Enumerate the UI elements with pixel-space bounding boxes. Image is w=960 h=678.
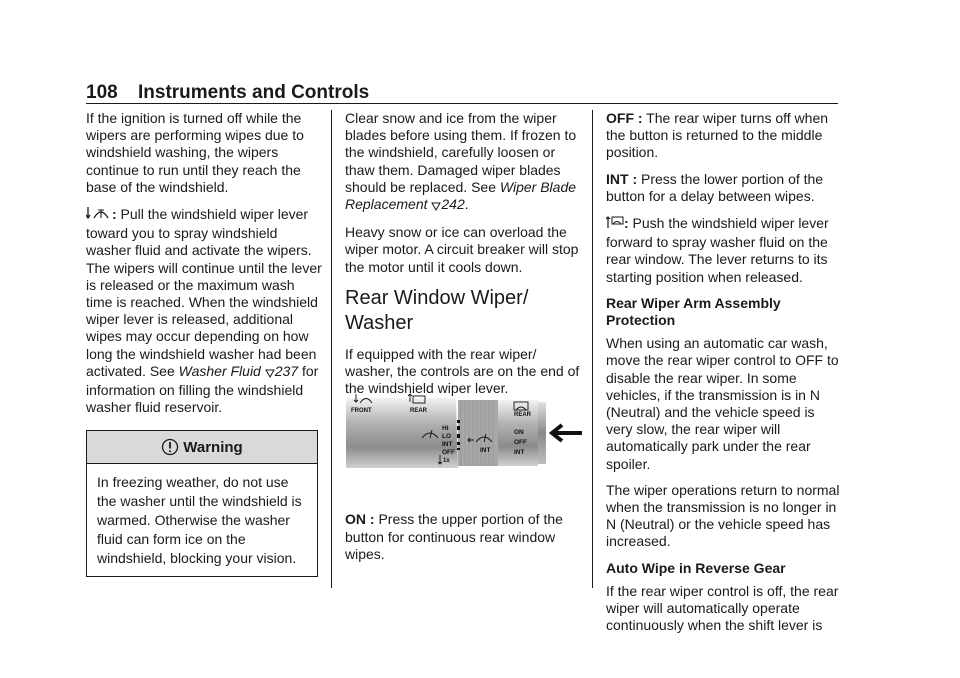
rear-label: REAR (410, 408, 428, 414)
int-label: INT (442, 441, 453, 448)
header-rule (86, 103, 838, 104)
front-label: FRONT (351, 408, 372, 414)
paragraph-rear-controls: If equipped with the rear wiper/ washer, the controls are on the end of the windshield wiper lever. (345, 345, 580, 397)
paragraph-int (606, 171, 842, 205)
page-title: Instruments and Controls (138, 82, 370, 103)
page-ref-icon (431, 198, 441, 215)
hi-label: HI (442, 425, 449, 432)
paragraph-heavy-snow: Heavy snow or ice can overload the wiper motor. A circuit breaker will stop the motor until it cools down. (345, 224, 579, 275)
page-ref-icon (265, 365, 275, 382)
rear-washer-icon (606, 214, 624, 234)
column-1 (86, 110, 322, 577)
warning-header (87, 431, 317, 464)
subhead-arm-protection: Rear Wiper Arm Assembly Protection (606, 294, 781, 329)
wiper-lever-figure (346, 390, 582, 480)
paragraph-front-washer (86, 205, 322, 416)
lo-label: LO (442, 433, 452, 440)
paragraph-protection: When using an automatic car wash, move the rear wiper control to OFF to disable the rear wiper. In some vehicles, if the transmission is in N (Neutral) and the vehicle speed is very slow, the rear wiper will automatically park under the rear spoiler. (606, 335, 839, 472)
warning-box (86, 430, 318, 577)
on-label: ON (514, 429, 524, 436)
section-heading-rear-wiper: Rear Window Wiper/ Washer (345, 286, 529, 334)
off-label: OFF (442, 449, 455, 456)
rear-washer-text: Push the windshield wiper lever forward to spray washer fluid on the rear window. The lever returns to its starting position when released. (606, 215, 829, 285)
warning-title: Warning (183, 438, 243, 456)
warning-body: In freezing weather, do not use the washer until the windshield is warmed. Otherwise the washer fluid can form ice on the windshield, blocking your vision. (97, 474, 302, 567)
wiper-blade-link[interactable]: Wiper Blade Replacement (345, 178, 577, 213)
page-number: 108 (86, 82, 118, 103)
int-text: Press the lower portion of the button for a delay between wipes. (606, 170, 824, 204)
column-2 (345, 110, 581, 572)
paragraph-auto-wipe: If the rear wiper control is off, the rear wiper will automatically operate continuously when the shift lever is (606, 582, 839, 634)
warning-icon (161, 438, 179, 456)
rear-washer-term: : (624, 215, 629, 232)
int-dial-label: INT (480, 447, 491, 454)
one-x-label: 1x (443, 458, 450, 464)
wiper-blade-page[interactable]: 242 (441, 196, 465, 213)
front-washer-text: Pull the windshield wiper lever toward you to spray windshield washer fluid and activate the wipers. The wipers will continue until the lever is released or the maximum wash time is reached. When the windshield wiper lever is released, additional wipes may occur depending on how long the windshield washer had been activated. See (86, 206, 322, 379)
off-term: OFF : (606, 110, 643, 126)
washer-fluid-link[interactable]: Washer Fluid (178, 362, 261, 379)
snow-tail: . (464, 196, 469, 213)
column-divider-2 (592, 110, 593, 588)
paragraph-snow (345, 110, 581, 215)
on-term: ON : (345, 511, 375, 528)
front-washer-tail: for information on filling the windshield washer fluid reservoir. (86, 362, 319, 416)
push-arrow-icon (552, 425, 582, 441)
paragraph-off (606, 110, 842, 162)
rear-button-label: REAR (514, 412, 532, 418)
column-divider-1 (331, 110, 332, 588)
washer-fluid-page[interactable]: 237 (274, 362, 299, 379)
front-washer-term: : (112, 206, 117, 223)
off-button-label: OFF (514, 439, 527, 446)
paragraph-return: The wiper operations return to normal when the transmission is no longer in N (Neutral) or the vehicle speed has increased. (606, 481, 840, 550)
snow-text: Clear snow and ice from the wiper blades before using them. If frozen to the windshield, carefully loosen or thaw them. Damaged wiper blades should be replaced. See (345, 110, 577, 195)
int-term: INT : (606, 170, 638, 187)
subhead-auto-wipe: Auto Wipe in Reverse Gear (606, 559, 786, 576)
column-3 (606, 110, 842, 643)
front-washer-icon (86, 205, 112, 225)
paragraph-ignition: If the ignition is turned off while the wipers are performing wipes due to windshield washing, the wipers continue to run until they reach the base of the windshield. (86, 110, 304, 195)
paragraph-on (345, 511, 581, 563)
int-button-label: INT (514, 449, 525, 456)
on-text: Press the upper portion of the button for continuous rear window wipes. (345, 511, 563, 562)
paragraph-rear-washer (606, 214, 842, 286)
off-text: The rear wiper turns off when the button is returned to the middle position. (606, 110, 829, 161)
